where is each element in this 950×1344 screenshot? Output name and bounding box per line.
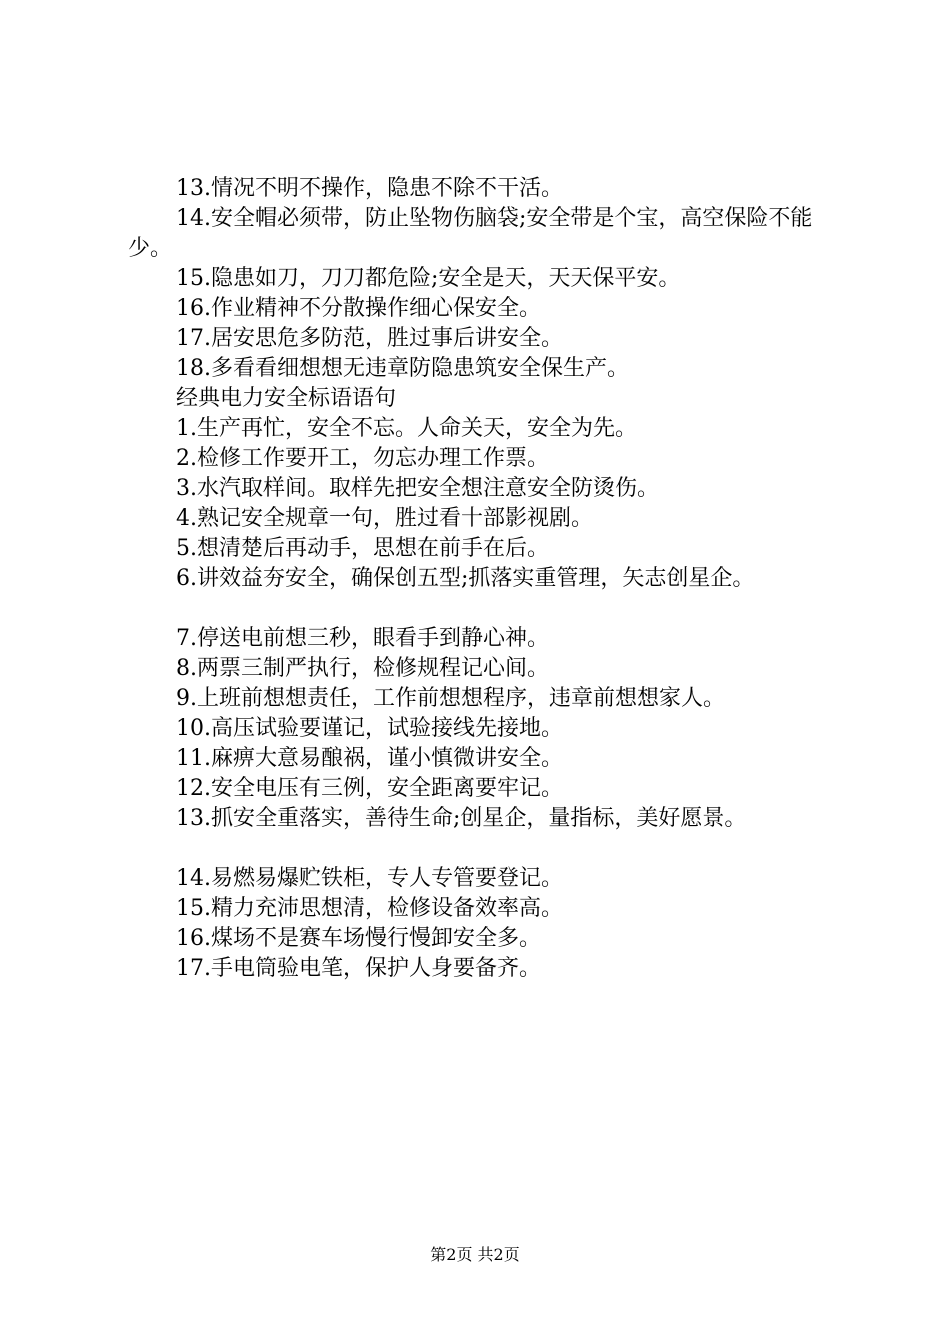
slogan-line: 16.煤场不是赛车场慢行慢卸安全多。 [176, 926, 541, 951]
slogan-line: 4.熟记安全规章一句，胜过看十部影视剧。 [176, 506, 593, 531]
slogan-line: 13.抓安全重落实，善待生命;创星企，量指标，美好愿景。 [176, 806, 747, 831]
page-footer: 第2页 共2页 [430, 1245, 520, 1264]
slogan-line: 18.多看看细想想无违章防隐患筑安全保生产。 [176, 356, 629, 381]
slogan-line: 15.精力充沛思想清，检修设备效率高。 [176, 896, 563, 921]
document-body [128, 174, 848, 984]
slogan-line: 12.安全电压有三例，安全距离要牢记。 [176, 776, 563, 801]
slogan-line: 17.手电筒验电笔，保护人身要备齐。 [176, 956, 541, 981]
slogan-line: 9.上班前想想责任，工作前想想程序，违章前想想家人。 [176, 686, 725, 711]
blank-line [128, 834, 848, 864]
blank-line [128, 594, 848, 624]
slogan-line: 1.生产再忙，安全不忘。人命关天，安全为先。 [176, 416, 637, 441]
slogan-line: 7.停送电前想三秒，眼看手到静心神。 [176, 626, 549, 651]
section-heading: 经典电力安全标语语句 [176, 386, 397, 411]
slogan-line: 2.检修工作要开工，勿忘办理工作票。 [176, 446, 549, 471]
slogan-line: 16.作业精神不分散操作细心保安全。 [176, 296, 541, 321]
slogan-line: 3.水汽取样间。取样先把安全想注意安全防烫伤。 [176, 476, 659, 501]
slogan-line: 17.居安思危多防范，胜过事后讲安全。 [176, 326, 563, 351]
slogan-line: 8.两票三制严执行，检修规程记心间。 [176, 656, 549, 681]
slogan-line: 15.隐患如刀，刀刀都危险;安全是天，天天保平安。 [176, 266, 681, 291]
slogan-line: 11.麻痹大意易酿祸，谨小慎微讲安全。 [176, 746, 563, 771]
slogan-line: 14.安全帽必须带，防止坠物伤脑袋;安全带是个宝，高空保险不能少。 [128, 206, 813, 261]
slogan-line: 14.易燃易爆贮铁柜，专人专管要登记。 [176, 866, 563, 891]
slogan-line: 13.情况不明不操作，隐患不除不干活。 [176, 176, 563, 201]
slogan-line: 5.想清楚后再动手，思想在前手在后。 [176, 536, 549, 561]
slogan-line: 6.讲效益夯安全，确保创五型;抓落实重管理，矢志创星企。 [176, 566, 755, 591]
slogan-line: 10.高压试验要谨记，试验接线先接地。 [176, 716, 563, 741]
